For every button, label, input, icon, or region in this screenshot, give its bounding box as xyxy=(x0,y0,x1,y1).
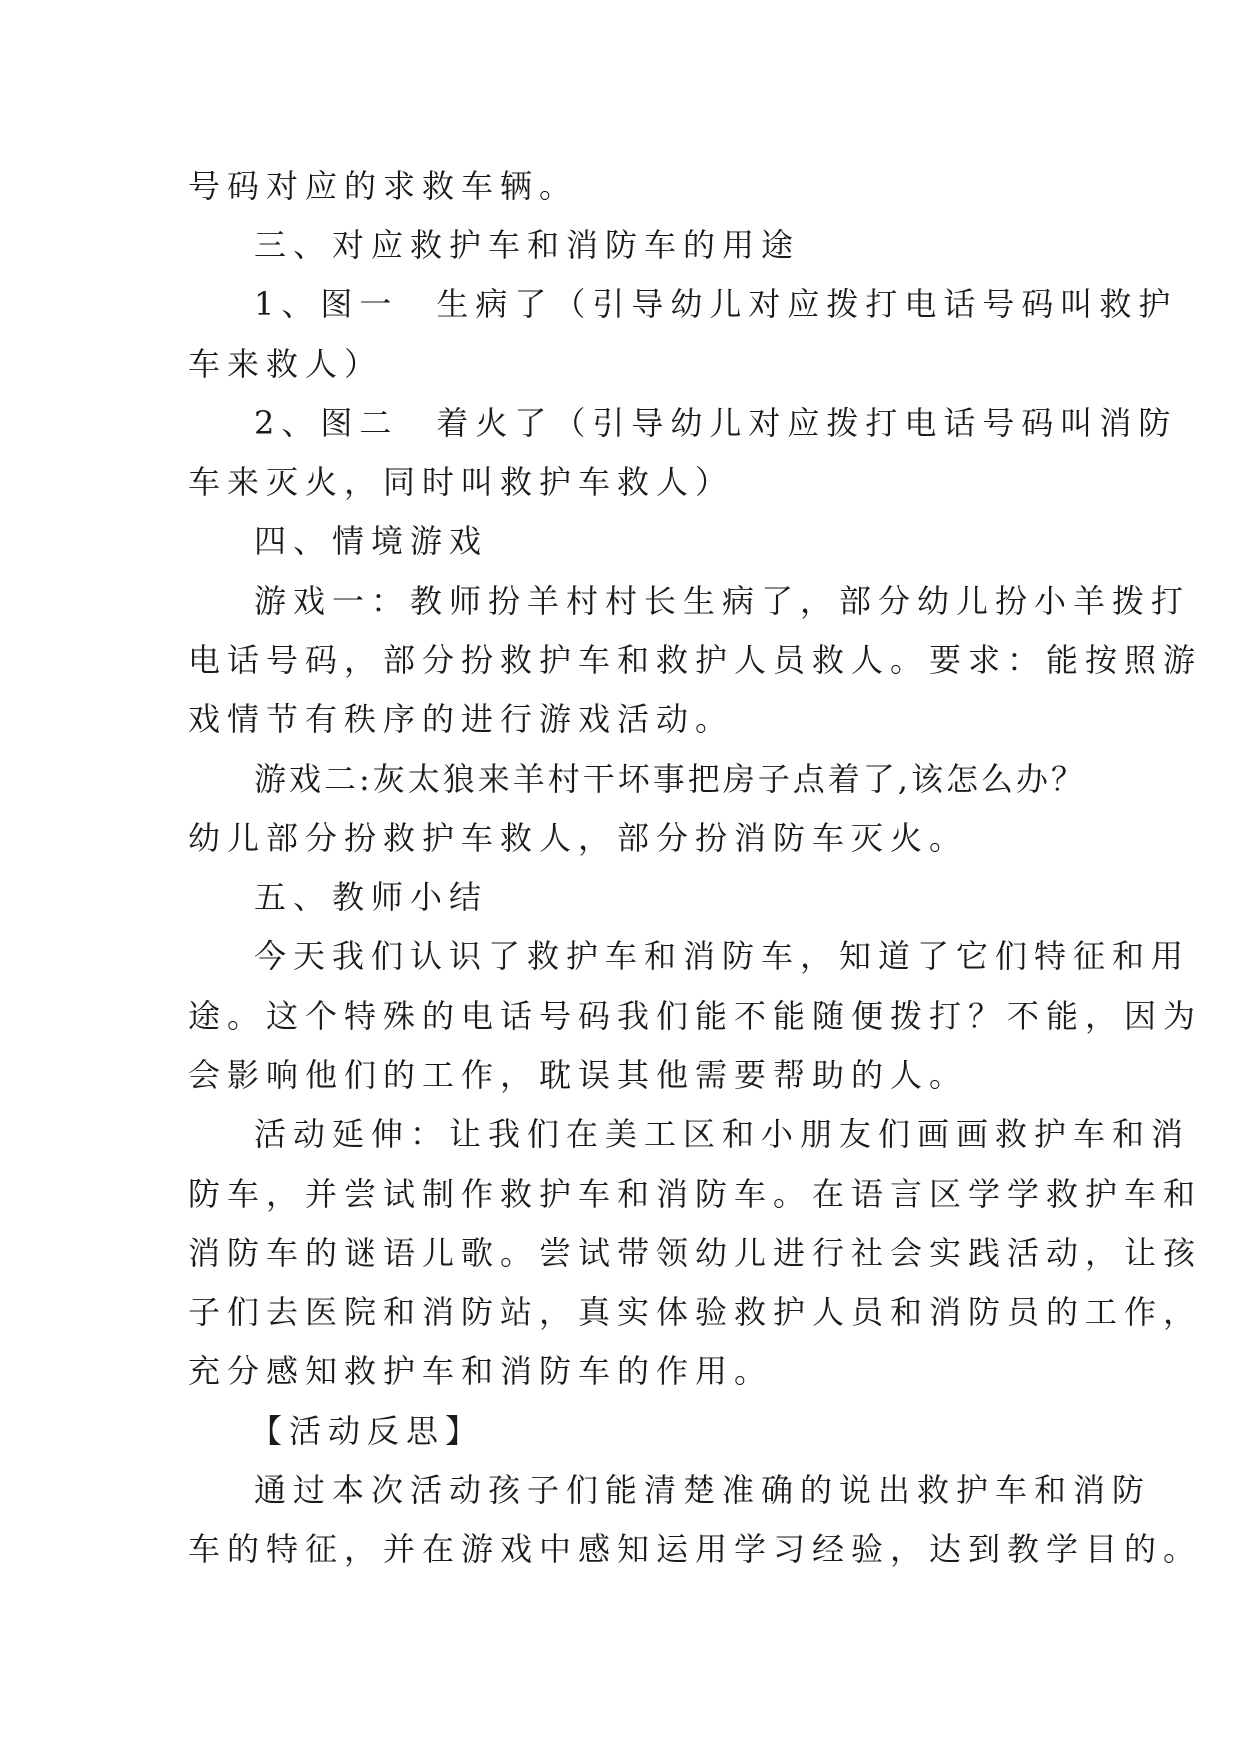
text-line xyxy=(0,1461,1241,1519)
text-line xyxy=(0,927,1241,985)
line-text: 会影响他们的工作，耽误其他需要帮助的人。 xyxy=(188,1056,969,1094)
line-text: 车来灭火，同时叫救护车救人） xyxy=(188,463,735,501)
text-line xyxy=(0,1224,1241,1282)
line-text: 途。这个特殊的电话号码我们能不能随便拨打？不能，因为 xyxy=(188,997,1203,1035)
figure-label: 2、图二 xyxy=(254,404,399,442)
line-text: 车来救人） xyxy=(188,345,384,383)
line-text: 号码对应的求救车辆。 xyxy=(188,167,579,205)
text-line xyxy=(0,690,1241,748)
section-heading xyxy=(0,512,1241,570)
section-heading xyxy=(0,216,1241,274)
line-text: 幼儿部分扮救护车救人，部分扮消防车灭火。 xyxy=(188,819,969,857)
section-heading xyxy=(0,868,1241,926)
line-text: 通过本次活动孩子们能清楚准确的说出救护车和消防 xyxy=(254,1471,1152,1509)
text-line xyxy=(0,631,1241,689)
line-text: 三、对应救护车和消防车的用途 xyxy=(254,226,801,264)
text-line xyxy=(0,335,1241,393)
text-line xyxy=(0,1283,1241,1341)
figure-label: 1、图一 xyxy=(254,285,399,323)
text-line xyxy=(0,157,1241,215)
line-text: 消防车的谜语儿歌。尝试带领幼儿进行社会实践活动，让孩 xyxy=(188,1234,1203,1272)
line-text: 防车，并尝试制作救护车和消防车。在语言区学学救护车和 xyxy=(188,1175,1203,1213)
line-text: 生病了（引导幼儿对应拨打电话号码叫救护 xyxy=(436,285,1178,323)
line-text: 四、情境游戏 xyxy=(254,522,489,560)
line-text: 子们去医院和消防站，真实体验救护人员和消防员的工作， xyxy=(188,1293,1203,1331)
text-line xyxy=(0,572,1241,630)
line-text: 电话号码，部分扮救护车和救护人员救人。要求：能按照游 xyxy=(188,641,1203,679)
text-line xyxy=(0,1520,1241,1578)
line-text: 戏情节有秩序的进行游戏活动。 xyxy=(188,700,735,738)
line-text: 着火了（引导幼儿对应拨打电话号码叫消防 xyxy=(436,404,1178,442)
text-line xyxy=(0,750,1241,808)
line-text: 车的特征，并在游戏中感知运用学习经验，达到教学目的。 xyxy=(188,1530,1203,1568)
line-text: 【活动反思】 xyxy=(250,1412,485,1450)
line-text: 游戏二:灰太狼来羊村干坏事把房子点着了,该怎么办？ xyxy=(254,760,1086,798)
text-line xyxy=(0,1342,1241,1400)
text-line xyxy=(0,1165,1241,1223)
section-heading xyxy=(0,1402,1241,1460)
text-line xyxy=(0,394,1241,452)
line-text: 五、教师小结 xyxy=(254,878,489,916)
text-line xyxy=(0,987,1241,1045)
text-line xyxy=(0,809,1241,867)
line-text: 活动延伸：让我们在美工区和小朋友们画画救护车和消 xyxy=(254,1115,1191,1153)
text-line xyxy=(0,453,1241,511)
line-text: 今天我们认识了救护车和消防车，知道了它们特征和用 xyxy=(254,937,1191,975)
line-text: 充分感知救护车和消防车的作用。 xyxy=(188,1352,774,1390)
text-line xyxy=(0,1105,1241,1163)
text-line xyxy=(0,1046,1241,1104)
text-line xyxy=(0,275,1241,333)
line-text: 游戏一：教师扮羊村村长生病了，部分幼儿扮小羊拨打 xyxy=(254,582,1191,620)
